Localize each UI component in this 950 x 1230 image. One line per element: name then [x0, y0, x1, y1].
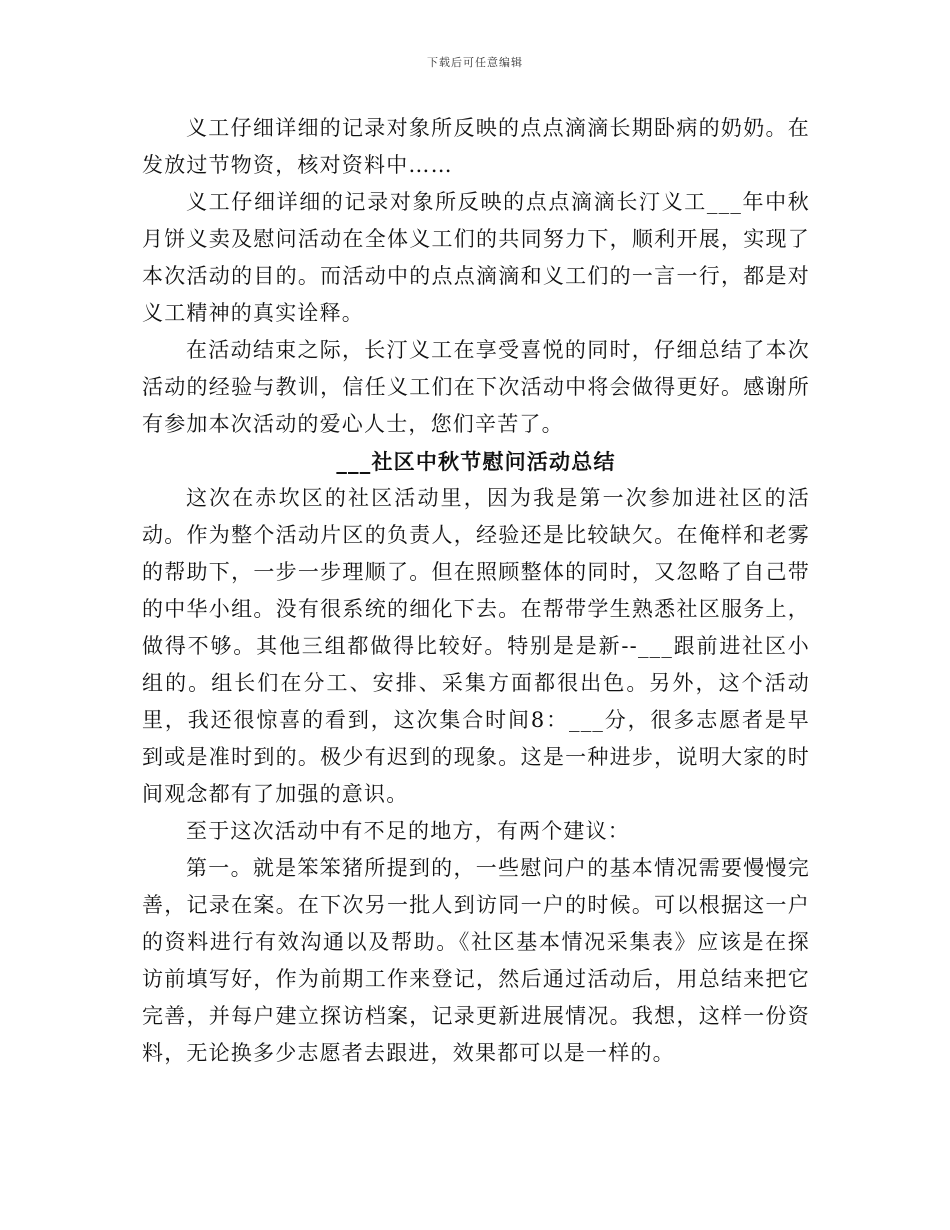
section-title: ___社区中秋节慰问活动总结 [336, 449, 616, 474]
paragraph-6: 第一。就是笨笨猪所提到的，一些慰问户的基本情况需要慢慢完善，记录在案。在下次另一批人到访同一户的时候。可以根据这一户的资料进行有效沟通以及帮助。《社区基本情况采集表》应该是在探访前填写好，作为前期工作来登记，然后通过活动后，用总结来把它完善，并每户建立探访档案，记录更新进展情况。我想，这样一份资料，无论换多少志愿者去跟进，效果都可以是一样的。 [142, 856, 810, 1065]
paragraph-1: 义工仔细详细的记录对象所反映的点点滴滴长期卧病的奶奶。在发放过节物资，核对资料中…… [142, 116, 810, 177]
paragraph-5: 至于这次活动中有不足的地方，有两个建议： [186, 819, 630, 843]
paragraph-2: 义工仔细详细的记录对象所反映的点点滴滴长汀义工___年中秋月饼义卖及慰问活动在全体义工们的共同努力下，顺利开展，实现了本次活动的目的。而活动中的点点滴滴和义工们的一言一行，都是对义工精神的真实诠释。 [142, 190, 810, 325]
document-body [142, 110, 810, 1072]
paragraph-3: 在活动结束之际，长汀义工在享受喜悦的同时，仔细总结了本次活动的经验与教训，信任义工们在下次活动中将会做得更好。感谢所有参加本次活动的爱心人士，您们辛苦了。 [142, 338, 810, 436]
page-header-note: 下载后可任意编辑 [427, 56, 523, 69]
paragraph-4: 这次在赤坎区的社区活动里，因为我是第一次参加进社区的活动。作为整个活动片区的负责人，经验还是比较缺欠。在俺样和老雾的帮助下，一步一步理顺了。但在照顾整体的同时，又忽略了自己带的中华小组。没有很系统的细化下去。在帮带学生熟悉社区服务上，做得不够。其他三组都做得比较好。特别是是新--___跟前进社区小组的。组长们在分工、安排、采集方面都很出色。另外，这个活动里，我还很惊喜的看到，这次集合时间8：___分，很多志愿者是早到或是准时到的。极少有迟到的现象。这是一种进步，说明大家的时间观念都有了加强的意识。 [142, 486, 810, 806]
